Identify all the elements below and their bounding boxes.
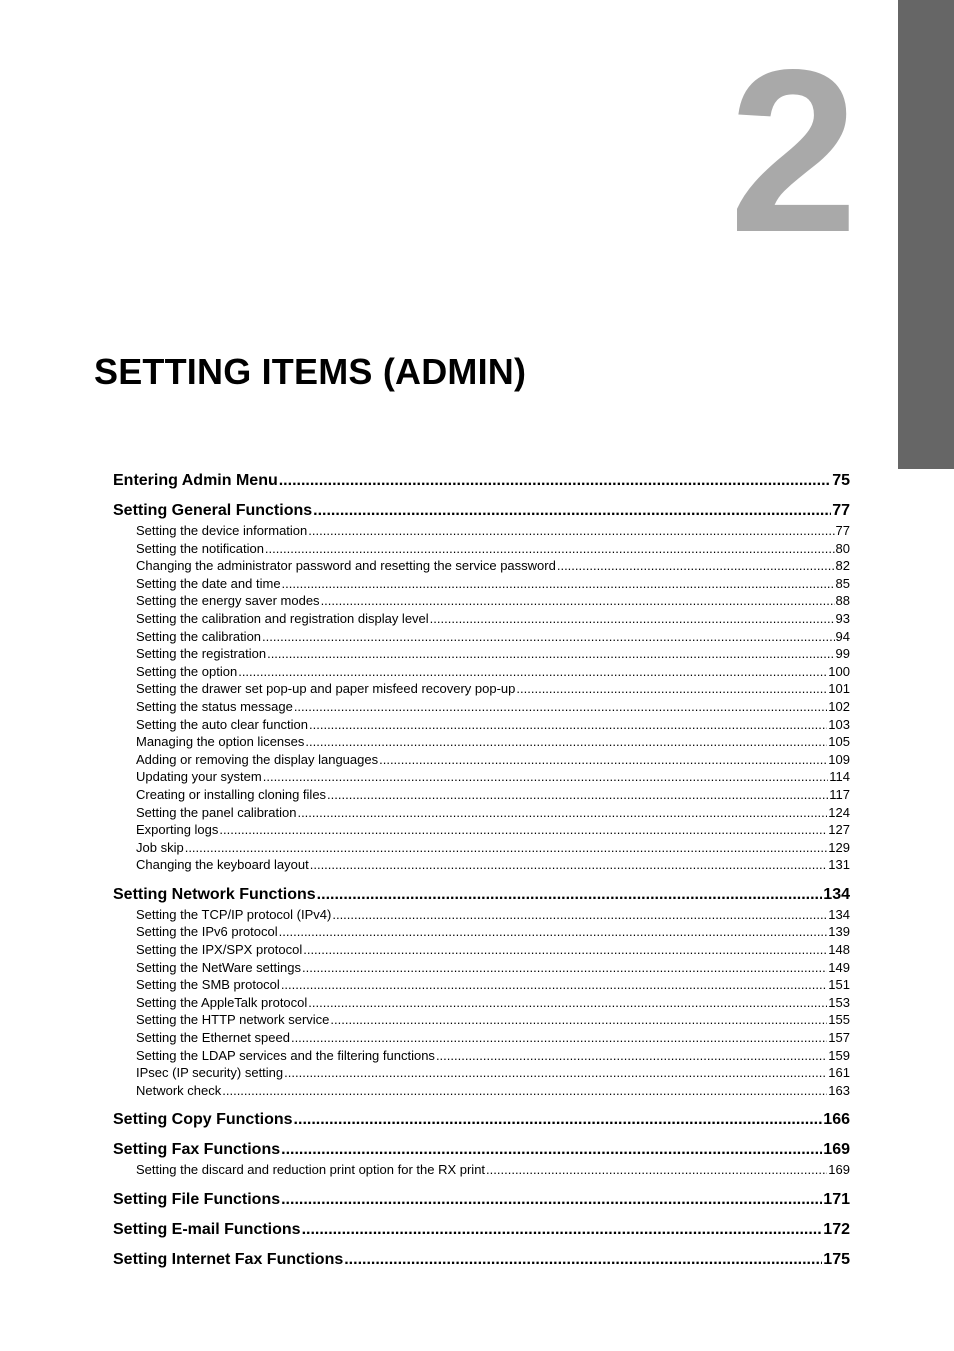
toc-subentry[interactable] [136, 1064, 850, 1082]
toc-entry-page: 148 [828, 942, 850, 958]
dot-leader [267, 645, 834, 663]
toc-entry-title: Setting Internet Fax Functions [113, 1251, 344, 1268]
toc-entry-title: Setting the IPX/SPX protocol [136, 942, 303, 958]
dot-leader [310, 856, 828, 874]
toc-entry-page: 127 [828, 822, 850, 838]
toc-subentry[interactable] [136, 839, 850, 857]
dot-leader [282, 575, 835, 593]
toc-subentry[interactable] [136, 1011, 850, 1029]
dot-leader [265, 540, 835, 558]
toc-entry-page: 159 [828, 1047, 850, 1063]
dot-leader [436, 1047, 827, 1065]
toc-entry-page: 134 [828, 906, 850, 922]
toc-subentry[interactable] [136, 1082, 850, 1100]
toc-heading-entry[interactable] [113, 885, 850, 904]
toc-entry-title: Entering Admin Menu [113, 472, 278, 489]
toc-heading-entry[interactable] [113, 501, 850, 520]
toc-subentry[interactable] [136, 698, 850, 716]
toc-entry-title: Setting Copy Functions [113, 1111, 293, 1129]
toc-entry-page: 114 [829, 769, 850, 785]
toc-subentry[interactable] [136, 768, 850, 786]
toc-entry-page: 129 [828, 839, 850, 855]
toc-section [113, 1140, 850, 1179]
toc-entry-title: Setting the device information [136, 523, 308, 538]
toc-entry-page: 94 [835, 628, 850, 644]
dot-leader [294, 698, 827, 716]
toc-entry-page: 124 [828, 804, 850, 820]
toc-subentry[interactable] [136, 906, 850, 924]
toc-heading-entry[interactable] [113, 1250, 850, 1269]
dot-leader [321, 592, 835, 610]
toc-entry-title: Changing the administrator password and resetting the service password [136, 558, 556, 574]
toc-entry-page: 163 [828, 1082, 850, 1098]
toc-subentry[interactable] [136, 994, 850, 1012]
table-of-contents [113, 471, 850, 1280]
toc-entry-page: 134 [823, 885, 850, 903]
toc-subentry[interactable] [136, 645, 850, 663]
toc-entry-title: Setting the HTTP network service [136, 1012, 330, 1028]
toc-section [113, 1190, 850, 1209]
toc-entry-page: 77 [832, 502, 850, 519]
dot-leader [327, 786, 828, 804]
toc-entry-title: Setting the TCP/IP protocol (IPv4) [136, 906, 332, 922]
toc-subentry[interactable] [136, 628, 850, 646]
toc-entry-page: 100 [828, 663, 850, 679]
dot-leader [263, 768, 829, 786]
dot-leader [330, 1011, 827, 1029]
dot-leader [486, 1161, 827, 1179]
toc-subentry[interactable] [136, 923, 850, 941]
toc-entry-page: 157 [828, 1030, 850, 1046]
toc-entry-page: 77 [835, 523, 850, 538]
toc-entry-page: 82 [835, 558, 850, 574]
toc-section [113, 1110, 850, 1129]
dot-leader [313, 501, 831, 520]
toc-entry-title: Setting the calibration and registration display level [136, 610, 429, 626]
dot-leader [284, 1064, 827, 1082]
toc-heading-entry[interactable] [113, 1220, 850, 1239]
toc-subentry[interactable] [136, 540, 850, 558]
dot-leader [294, 1110, 823, 1129]
toc-entry-page: 88 [835, 593, 850, 609]
toc-subentry[interactable] [136, 716, 850, 734]
dot-leader [305, 733, 827, 751]
toc-entry-title: Setting the SMB protocol [136, 977, 280, 993]
toc-entry-page: 117 [829, 786, 850, 802]
toc-subentry[interactable] [136, 1029, 850, 1047]
toc-subentry[interactable] [136, 733, 850, 751]
toc-entry-title: Setting the panel calibration [136, 804, 297, 820]
toc-entry-title: Network check [136, 1082, 222, 1098]
dot-leader [332, 906, 827, 924]
dot-leader [430, 610, 835, 628]
dot-leader [303, 941, 827, 959]
toc-entry-title: Adding or removing the display languages [136, 751, 379, 767]
toc-entry-title: Creating or installing cloning files [136, 786, 327, 802]
dot-leader [238, 663, 827, 681]
dot-leader [308, 994, 827, 1012]
dot-leader [308, 522, 834, 540]
dot-leader [379, 751, 827, 769]
toc-subentry[interactable] [136, 575, 850, 593]
dot-leader [317, 885, 823, 904]
toc-entry-page: 149 [828, 959, 850, 975]
toc-subentry[interactable] [136, 610, 850, 628]
dot-leader [222, 1082, 827, 1100]
toc-entry-page: 102 [828, 698, 850, 714]
toc-entry-title: Setting Fax Functions [113, 1141, 281, 1159]
toc-entry-page: 175 [823, 1251, 850, 1268]
toc-subentry[interactable] [136, 557, 850, 575]
toc-entry-title: Setting the date and time [136, 575, 281, 591]
toc-section [113, 885, 850, 1100]
dot-leader [185, 839, 828, 857]
toc-heading-entry[interactable] [113, 471, 850, 490]
toc-subentry[interactable] [136, 680, 850, 698]
toc-section [113, 1250, 850, 1269]
toc-heading-entry[interactable] [113, 1190, 850, 1209]
toc-entry-page: 166 [823, 1111, 850, 1129]
toc-entry-page: 101 [828, 681, 850, 697]
toc-entry-page: 151 [828, 977, 850, 993]
toc-entry-page: 93 [835, 610, 850, 626]
toc-subentry[interactable] [136, 522, 850, 540]
toc-entry-title: Setting the energy saver modes [136, 593, 320, 609]
toc-entry-title: Setting the calibration [136, 628, 262, 644]
chapter-side-tab [898, 0, 954, 469]
toc-heading-entry[interactable] [113, 1110, 850, 1129]
dot-leader [281, 1190, 822, 1209]
dot-leader [281, 976, 827, 994]
toc-entry-page: 139 [828, 924, 850, 940]
dot-leader [291, 1029, 827, 1047]
dot-leader [297, 804, 827, 822]
toc-subentry[interactable] [136, 959, 850, 977]
toc-entry-page: 109 [828, 751, 850, 767]
toc-section [113, 501, 850, 874]
dot-leader [302, 1220, 823, 1239]
toc-entry-page: 75 [832, 472, 850, 489]
toc-entry-title: Setting Network Functions [113, 885, 316, 903]
toc-entry-title: Job skip [136, 839, 184, 855]
toc-subentry[interactable] [136, 804, 850, 822]
toc-entry-page: 80 [835, 540, 850, 556]
toc-entry-title: Setting the registration [136, 646, 267, 662]
toc-entry-page: 153 [828, 994, 850, 1010]
toc-entry-title: Setting the status message [136, 698, 293, 714]
toc-subentry[interactable] [136, 663, 850, 681]
toc-entry-title: Setting the Ethernet speed [136, 1030, 290, 1046]
dot-leader [279, 923, 828, 941]
dot-leader [302, 959, 827, 977]
toc-entry-page: 105 [828, 734, 850, 750]
toc-entry-title: Setting the NetWare settings [136, 959, 301, 975]
toc-entry-page: 161 [828, 1065, 850, 1081]
toc-subentry[interactable] [136, 592, 850, 610]
toc-entry-page: 172 [823, 1221, 850, 1238]
dot-leader [219, 821, 827, 839]
dot-leader [309, 716, 827, 734]
toc-subentry[interactable] [136, 856, 850, 874]
toc-section [113, 1220, 850, 1239]
toc-section [113, 471, 850, 490]
dot-leader [344, 1250, 822, 1269]
toc-heading-entry[interactable] [113, 1140, 850, 1159]
toc-subentry[interactable] [136, 751, 850, 769]
toc-entry-page: 85 [835, 575, 850, 591]
toc-entry-title: Changing the keyboard layout [136, 857, 309, 873]
toc-entry-title: Setting File Functions [113, 1191, 281, 1208]
toc-entry-page: 155 [828, 1012, 850, 1028]
toc-entry-title: IPsec (IP security) setting [136, 1065, 284, 1081]
toc-entry-page: 103 [828, 716, 850, 732]
chapter-number: 2 [728, 22, 854, 281]
toc-entry-title: Setting the LDAP services and the filtering functions [136, 1047, 435, 1063]
toc-entry-title: Setting the auto clear function [136, 716, 309, 732]
dot-leader [281, 1140, 822, 1159]
toc-subentry[interactable] [136, 821, 850, 839]
toc-subentry[interactable] [136, 976, 850, 994]
toc-entry-title: Updating your system [136, 769, 262, 785]
toc-entry-title: Setting the discard and reduction print option for the RX print [136, 1162, 486, 1178]
toc-entry-page: 169 [823, 1141, 850, 1159]
toc-entry-page: 99 [835, 646, 850, 662]
toc-entry-title: Setting the IPv6 protocol [136, 924, 278, 940]
toc-entry-title: Setting the option [136, 663, 238, 679]
toc-subentry[interactable] [136, 1161, 850, 1179]
toc-entry-title: Exporting logs [136, 822, 219, 838]
toc-subentry[interactable] [136, 786, 850, 804]
toc-entry-page: 171 [823, 1191, 850, 1208]
page-title: SETTING ITEMS (ADMIN) [94, 351, 527, 392]
toc-entry-title: Setting the drawer set pop-up and paper misfeed recovery pop-up [136, 681, 516, 697]
toc-entry-title: Setting E-mail Functions [113, 1221, 301, 1238]
toc-subentry[interactable] [136, 1047, 850, 1065]
toc-entry-title: Managing the option licenses [136, 734, 305, 750]
toc-entry-page: 169 [828, 1162, 850, 1178]
toc-subentry[interactable] [136, 941, 850, 959]
dot-leader [262, 628, 835, 646]
toc-entry-title: Setting the AppleTalk protocol [136, 994, 308, 1010]
toc-entry-title: Setting the notification [136, 540, 264, 556]
dot-leader [279, 471, 831, 490]
toc-entry-title: Setting General Functions [113, 502, 313, 519]
toc-entry-page: 131 [828, 857, 850, 873]
dot-leader [557, 557, 835, 575]
dot-leader [516, 680, 827, 698]
